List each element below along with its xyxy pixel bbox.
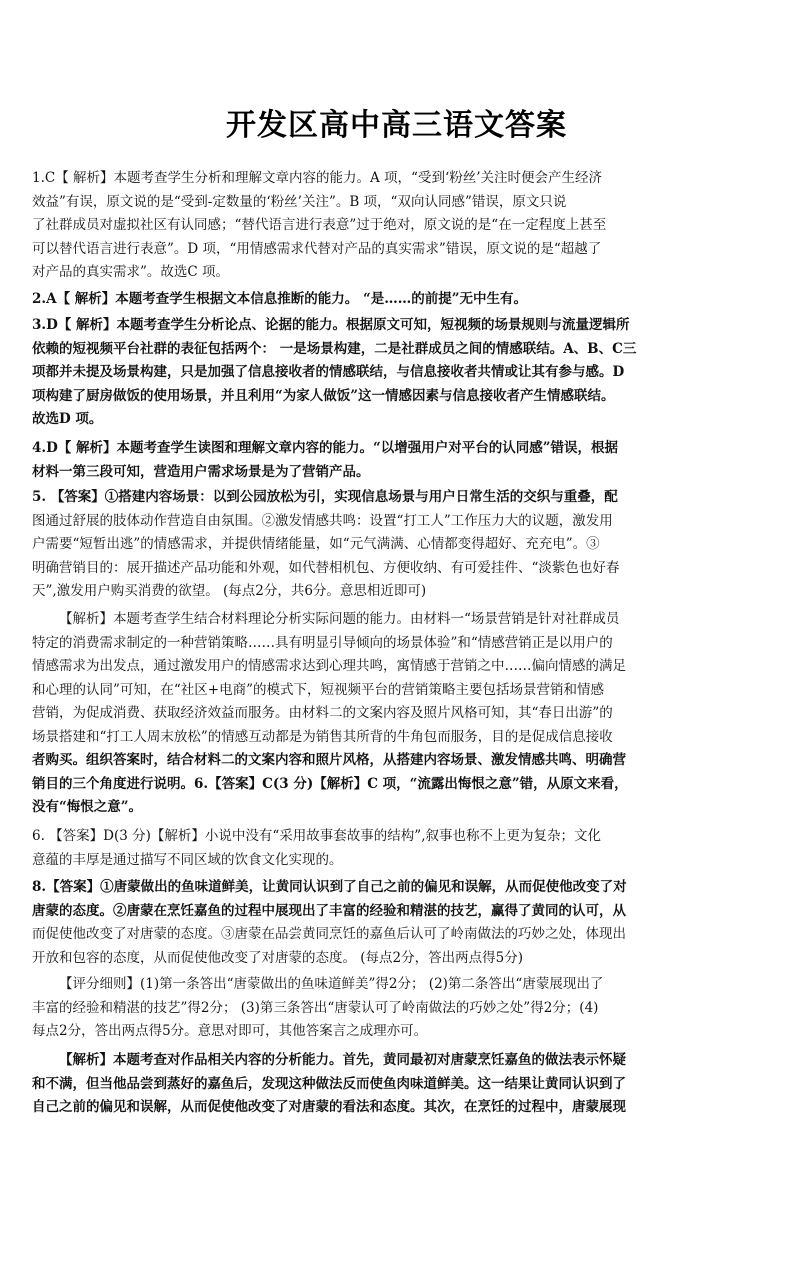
text-line: 【评分细则】(1)第一条答出“唐蒙做出的鱼味道鲜美”得2分； (2)第二条答出“唐蒙展现出了 bbox=[59, 976, 604, 992]
text-line: 户需要“短暂出逃”的情感需求，并提供情绪能量，如“元气满满、心情都变得超好、充充电”。③ bbox=[32, 536, 600, 552]
answer-q5 bbox=[32, 486, 754, 604]
answer-q8-analysis bbox=[32, 1049, 754, 1120]
text-line: 没有“悔恨之意”。 bbox=[32, 799, 143, 815]
text-line: 者购买。组织答案时，结合材料二的文案内容和照片风格，从搭建内容场景、激发情感共鸣、明确营 bbox=[32, 752, 626, 768]
text-line: 【解析】本题考查对作品相关内容的分析能力。首先，黄同最初对唐蒙烹饪嘉鱼的做法表示怀疑 bbox=[59, 1052, 626, 1068]
answer-q6 bbox=[32, 825, 754, 872]
text-line: 营销，为促成消费、获取经济效益而服务。由材料二的文案内容及照片风格可知，其“春日出游”的 bbox=[32, 705, 613, 721]
text-line: 效益”有误，原文说的是“受到-定数量的‘粉丝’关注”。B 项，“双向认同感”错误，原文只说 bbox=[32, 193, 567, 210]
text-line: 故选D 项。 bbox=[32, 411, 103, 427]
text-line: 【解析】本题考查学生结合材料理论分析实际问题的能力。由材料一“场景营销是针对社群成员 bbox=[59, 611, 620, 627]
text-line: 材料一第三段可知，营造用户需求场景是为了营销产品。 bbox=[32, 463, 370, 480]
text-line: 每点2分，答出两点得5分。意思对即可，其他答案言之成理亦可。 bbox=[32, 1023, 428, 1039]
text-line: 2.A【 解析】本题考查学生根据文本信息推断的能力。 “是……的前提”无中生有。 bbox=[32, 291, 527, 307]
text-line: 天”,激发用户购买消费的欲望。 (每点2分，共6分。意思相近即可) bbox=[32, 583, 427, 599]
text-line: 和心理的认同”可知，在“社区+电商”的模式下，短视频平台的营销策略主要包括场景营销和情感 bbox=[32, 681, 605, 698]
text-line: 项都并未提及场景构建，只是加强了信息接收者的情感联结，与信息接收者共情或让其有参与感。D bbox=[32, 364, 625, 380]
text-line: 情感需求为出发点，通过激发用户的情感需求达到心理共鸣，寓情感于营销之中……偏向情感的满足 bbox=[32, 658, 626, 674]
answer-q3 bbox=[32, 314, 754, 432]
text-line: 6. 【答案】D(3 分)【解析】小说中没有“采用故事套故事的结构”,叙事也称不上更为复杂；文化 bbox=[32, 828, 602, 844]
text-line: 了社群成员对虚拟社区有认同感；“替代语言进行表意”过于绝对，原文说的是“在一定程度上甚至 bbox=[32, 217, 607, 233]
text-line: 可以替代语言进行表意”。D 项，“用情感需求代替对产品的真实需求”错误，原文说的是“超越了 bbox=[32, 240, 602, 257]
text-line: 唐蒙的态度。②唐蒙在烹饪嘉鱼的过程中展现出了丰富的经验和精湛的技艺，赢得了黄同的认可，从 bbox=[32, 902, 626, 919]
page-title: 开发区高中高三语文答案 bbox=[226, 108, 567, 143]
text-line: 开放和包容的态度，从而促使他改变了对唐蒙的态度。 (每点2分，答出两点得5分) bbox=[32, 949, 524, 966]
text-line: 明确营销目的：展开描述产品功能和外观，如代替相机包、方便收纳、有可爱挂件、“淡紫色也好春 bbox=[32, 559, 620, 576]
text-line: 项构建了厨房做饭的使用场景，并且利用“为家人做饭”这一情感因素与信息接收者产生情感联结。 bbox=[32, 387, 615, 404]
text-line: 意蕴的丰厚是通过描写不同区域的饮食文化实现的。 bbox=[32, 851, 343, 868]
text-line: 依赖的短视频平台社群的表征包括两个： 一是场景构建，二是社群成员之间的情感联结。A、B、C三 bbox=[32, 340, 637, 357]
text-line: 销目的三个角度进行说明。6.【答案】C(3 分)【解析】C 项，“流露出悔恨之意”错，从原文来看， bbox=[32, 775, 628, 792]
answer-q2 bbox=[32, 288, 754, 312]
text-line: 和不满，但当他品尝到蒸好的嘉鱼后，发现这种做法反而使鱼肉味道鲜美。这一结果让黄同认识到了 bbox=[32, 1075, 626, 1092]
text-line: 而促使他改变了对唐蒙的态度。③唐蒙在品尝黄同烹饪的嘉鱼后认可了岭南做法的巧妙之处，体现出 bbox=[32, 926, 626, 942]
text-line: 特定的消费需求制定的一种营销策略……具有明显引导倾向的场景体验”和“情感营销正是以用户的 bbox=[32, 634, 613, 651]
answer-q4 bbox=[32, 437, 754, 484]
text-line: 图通过舒展的肢体动作营造自由氛围。②激发情感共鸣：设置“打工人”工作压力大的议题，激发用 bbox=[32, 512, 613, 529]
text-line: 自己之前的偏见和误解，从而促使他改变了对唐蒙的看法和态度。其次，在烹饪的过程中，唐蒙展现 bbox=[32, 1099, 626, 1115]
text-line: 对产品的真实需求”。故选C 项。 bbox=[32, 264, 230, 280]
text-line: 5. 【答案】①搭建内容场景：以到公园放松为引，实现信息场景与用户日常生活的交织与重叠，配 bbox=[32, 489, 618, 505]
answer-q8 bbox=[32, 876, 754, 970]
text-line: 丰富的经验和精湛的技艺”得2分； (3)第三条答出“唐蒙认可了岭南做法的巧妙之处”得2分；(4) bbox=[32, 999, 599, 1016]
answer-q8-scoring bbox=[32, 973, 754, 1044]
answer-q1 bbox=[32, 167, 754, 285]
answer-q5-analysis bbox=[32, 608, 754, 820]
text-line: 8.【答案】①唐蒙做出的鱼味道鲜美，让黄同认识到了自己之前的偏见和误解，从而促使他改变了对 bbox=[32, 879, 627, 895]
text-line: 4.D【 解析】本题考查学生读图和理解文章内容的能力。“以增强用户对平台的认同感”错误，根据 bbox=[32, 440, 619, 456]
text-line: 1.C【 解析】本题考查学生分析和理解文章内容的能力。A 项，“受到‘粉丝’关注时便会产生经济 bbox=[32, 170, 603, 186]
text-line: 3.D【 解析】本题考查学生分析论点、论据的能力。根据原文可知，短视频的场景规则与流量逻辑所 bbox=[32, 317, 630, 333]
text-line: 场景搭建和“打工人周末放松”的情感互动都是为销售其所背的牛角包而服务，目的是促成信息接收 bbox=[32, 728, 613, 745]
